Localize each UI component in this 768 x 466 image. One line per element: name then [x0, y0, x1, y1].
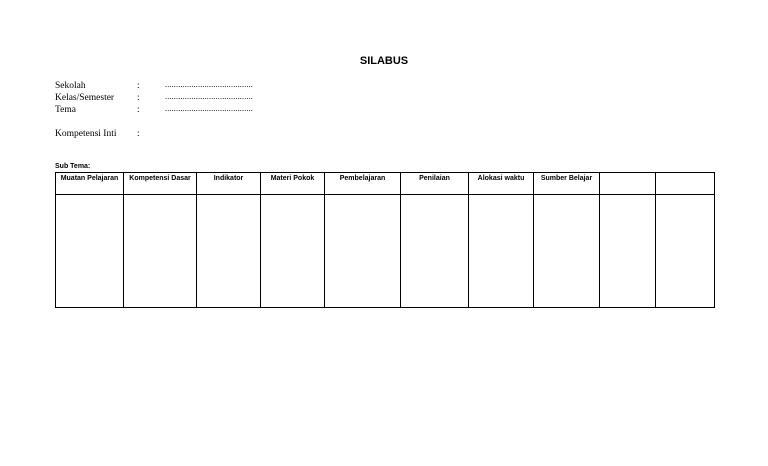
tema-value-placeholder: ........................................ — [165, 104, 253, 113]
kelas-colon: : — [137, 93, 140, 103]
header-cell: Pembelajaran — [325, 173, 401, 195]
table-cell — [401, 195, 469, 308]
header-cell: Penilaian — [401, 173, 469, 195]
kelas-label: Kelas/Semester — [55, 93, 115, 103]
sub-tema-label: Sub Tema: — [55, 163, 91, 170]
table-cell — [56, 195, 124, 308]
table-header-row — [56, 173, 715, 195]
header-cell — [600, 173, 656, 195]
table-cell — [469, 195, 534, 308]
table-cell — [325, 195, 401, 308]
kelas-value-placeholder: ........................................ — [165, 92, 253, 101]
table-cell — [261, 195, 325, 308]
header-cell: Muatan Pelajaran — [56, 173, 124, 195]
table-cell — [600, 195, 656, 308]
tema-colon: : — [137, 105, 140, 115]
table-cell — [124, 195, 197, 308]
silabus-table — [55, 172, 715, 308]
kompetensi-colon: : — [137, 129, 140, 139]
header-cell — [656, 173, 715, 195]
kompetensi-label: Kompetensi Inti — [55, 129, 117, 139]
table-row — [56, 195, 715, 308]
header-cell: Alokasi waktu — [469, 173, 534, 195]
header-cell: Kompetensi Dasar — [124, 173, 197, 195]
table-cell — [656, 195, 715, 308]
header-cell: Sumber Belajar — [534, 173, 600, 195]
sekolah-label: Sekolah — [55, 81, 86, 91]
sekolah-colon: : — [137, 81, 140, 91]
tema-label: Tema — [55, 105, 76, 115]
header-cell: Materi Pokok — [261, 173, 325, 195]
table-cell — [197, 195, 261, 308]
sekolah-value-placeholder: ........................................ — [165, 80, 253, 89]
header-cell: Indikator — [197, 173, 261, 195]
table-cell — [534, 195, 600, 308]
document-title: SILABUS — [359, 55, 409, 67]
